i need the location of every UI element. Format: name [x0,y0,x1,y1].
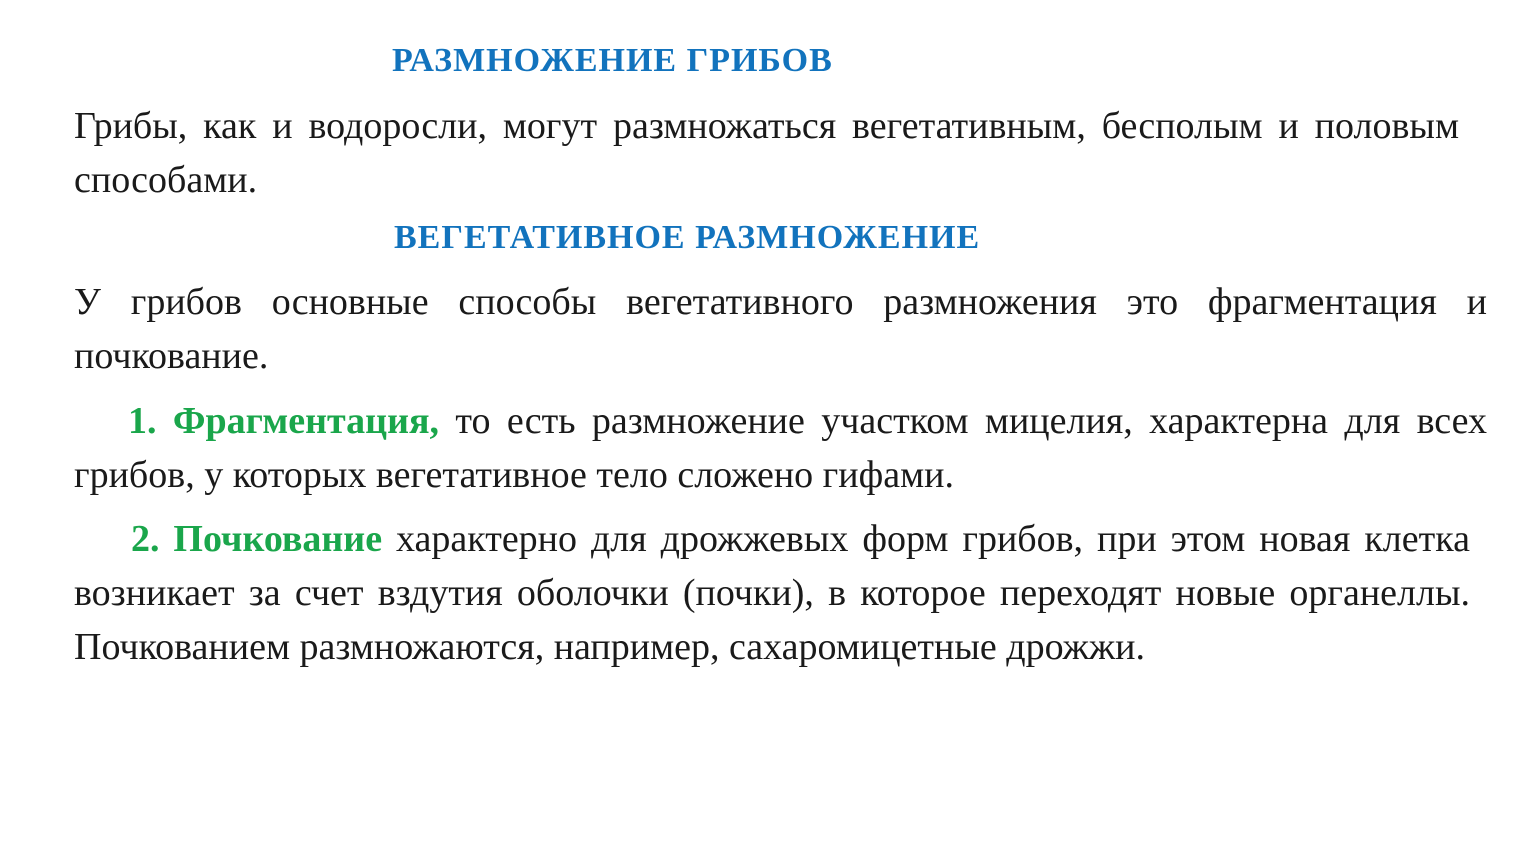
vegetative-intro-paragraph: У грибов основные способы вегетативного размножения это фрагментация и почкование. [74,281,1487,377]
budding-paragraph [74,512,1470,674]
budding-term: 2. Почкование [131,518,383,560]
fragmentation-text: то есть размножение участком мицелия, характерна для всех грибов, у которых вегетативное тело сложено гифами. [74,400,1487,496]
fragmentation-term: 1. Фрагментация, [128,400,440,442]
main-heading: РАЗМНОЖЕНИЕ ГРИБОВ [392,42,833,79]
intro-paragraph: Грибы, как и водоросли, могут размножаться вегетативным, бесполым и половым способами. [74,105,1459,201]
vegetative-heading: ВЕГЕТАТИВНОЕ РАЗМНОЖЕНИЕ [394,219,981,256]
budding-text: характерно для дрожжевых форм грибов, при этом новая клетка возникает за счет вздутия оболочки (почки), в которое переходят новые органеллы. Почкованием размножаются, например, сахаромицетные дрожжи. [74,518,1470,668]
fragmentation-paragraph [74,394,1487,502]
